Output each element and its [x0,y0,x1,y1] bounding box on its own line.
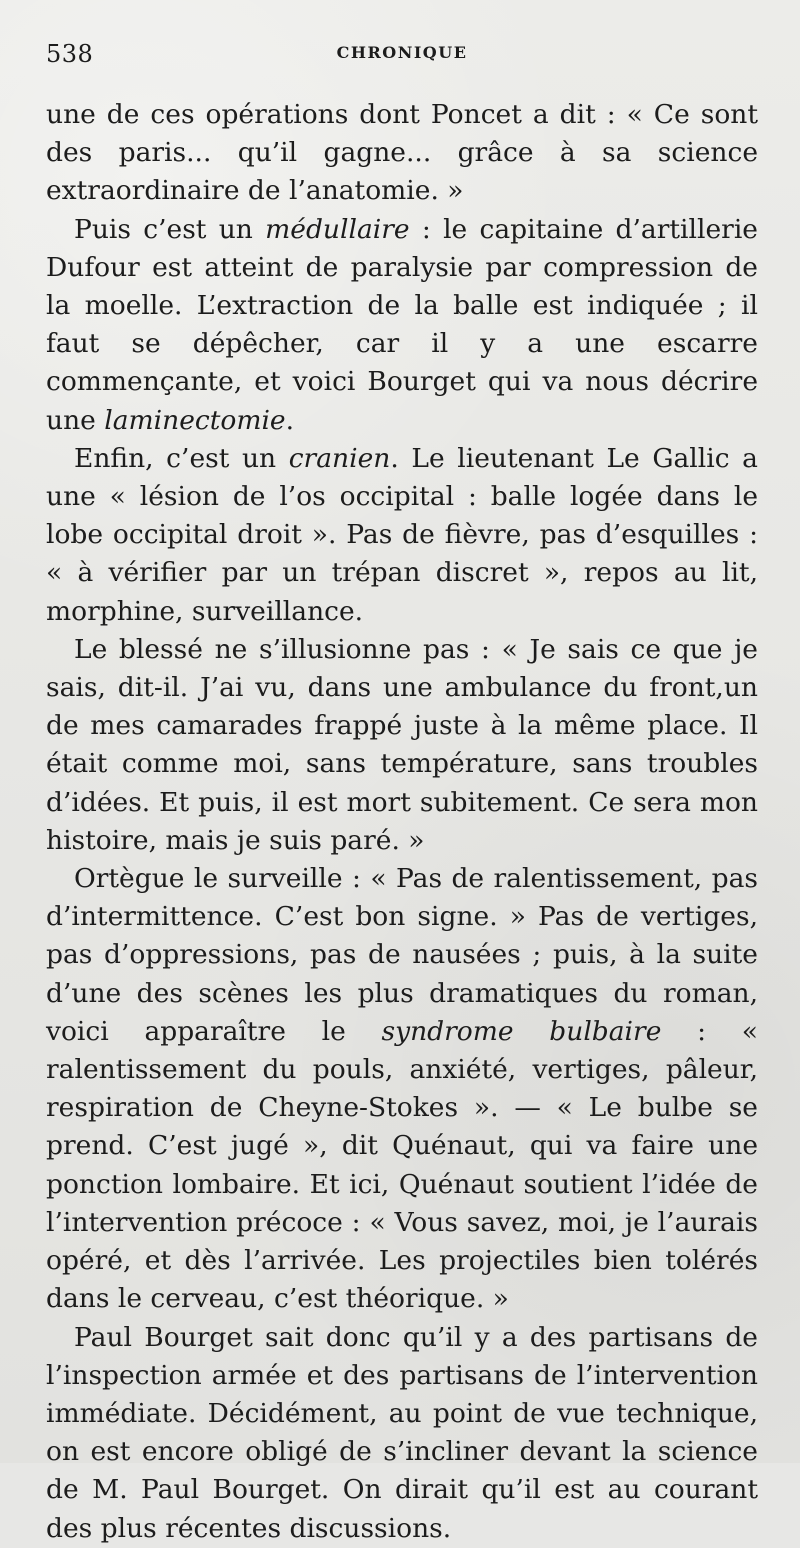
paragraph [46,631,758,860]
page-number: 538 [46,40,94,68]
paragraph [46,211,758,440]
italic-term: cranien [288,442,391,474]
paragraph-text: Puis c’est un [74,213,266,245]
paragraph [46,96,758,211]
italic-term: laminectomie [104,404,286,436]
paragraph [46,1319,758,1548]
italic-term: médullaire [265,213,410,245]
paragraph-text: : le capitaine d’artillerie Dufour est atteint de paralysie par compression de la moelle. L’extraction de la balle est indiquée ; il faut se dépêcher, car il y a une escarre commençante, et voici Bourget qui va nous décrire une [46,213,758,436]
paragraph-text: une de ces opérations dont Poncet a dit : « Ce sont des paris... qu’il gagne... grâce à sa science extraordinaire de l’anatomie. » [46,99,758,207]
italic-term: syndrome bulbaire [381,1015,662,1047]
paragraph-text: Le blessé ne s’illusionne pas : « Je sais ce que je sais, dit-il. J’ai vu, dans une ambulance du front,un de mes camarades frappé juste à la même place. Il était comme moi, sans température, sans troubles d’idées. Et puis, il est mort subitement. Ce sera mon histoire, mais je suis paré. » [46,633,758,856]
page-content [46,96,758,1548]
paragraph-text: Paul Bourget sait donc qu’il y a des partisans de l’inspection armée et des partisans de l’intervention immédiate. Décidément, au point de vue technique, on est encore obligé de s’incliner devant la science de M. Paul Bourget. On dirait qu’il est au courant des plus récentes discussions. [46,1321,758,1544]
paragraph-text: : « ralentissement du pouls, anxiété, vertiges, pâleur, respiration de Cheyne-Stokes ». — « Le bulbe se prend. C’est jugé », dit Quénaut, qui va faire une ponction lombaire. Et ici, Quénaut soutient l’idée de l’intervention précoce : « Vous savez, moi, je l’aurais opéré, et dès l’arrivée. Les projectiles bien tolérés dans le cerveau, c’est théorique. » [46,1015,758,1315]
paragraph-text: . [285,404,295,436]
running-head: CHRONIQUE [336,43,468,62]
paragraph [46,440,758,631]
page-header [46,34,758,78]
paragraph-text: . Le lieutenant Le Gallic a une « lésion de l’os occipital : balle logée dans le lobe occipital droit ». Pas de fièvre, pas d’esquilles : « à vérifier par un trépan discret », repos au lit, morphine, surveillance. [46,442,758,627]
paragraph [46,860,758,1318]
paragraph-text: Enfin, c’est un [74,442,289,474]
paragraph-text: Ortègue le surveille : « Pas de ralentissement, pas d’intermittence. C’est bon signe. » Pas de vertiges, pas d’oppressions, pas de nausées ; puis, à la suite d’une des scènes les plus dramatiques du roman, voici apparaître le [46,863,758,1047]
